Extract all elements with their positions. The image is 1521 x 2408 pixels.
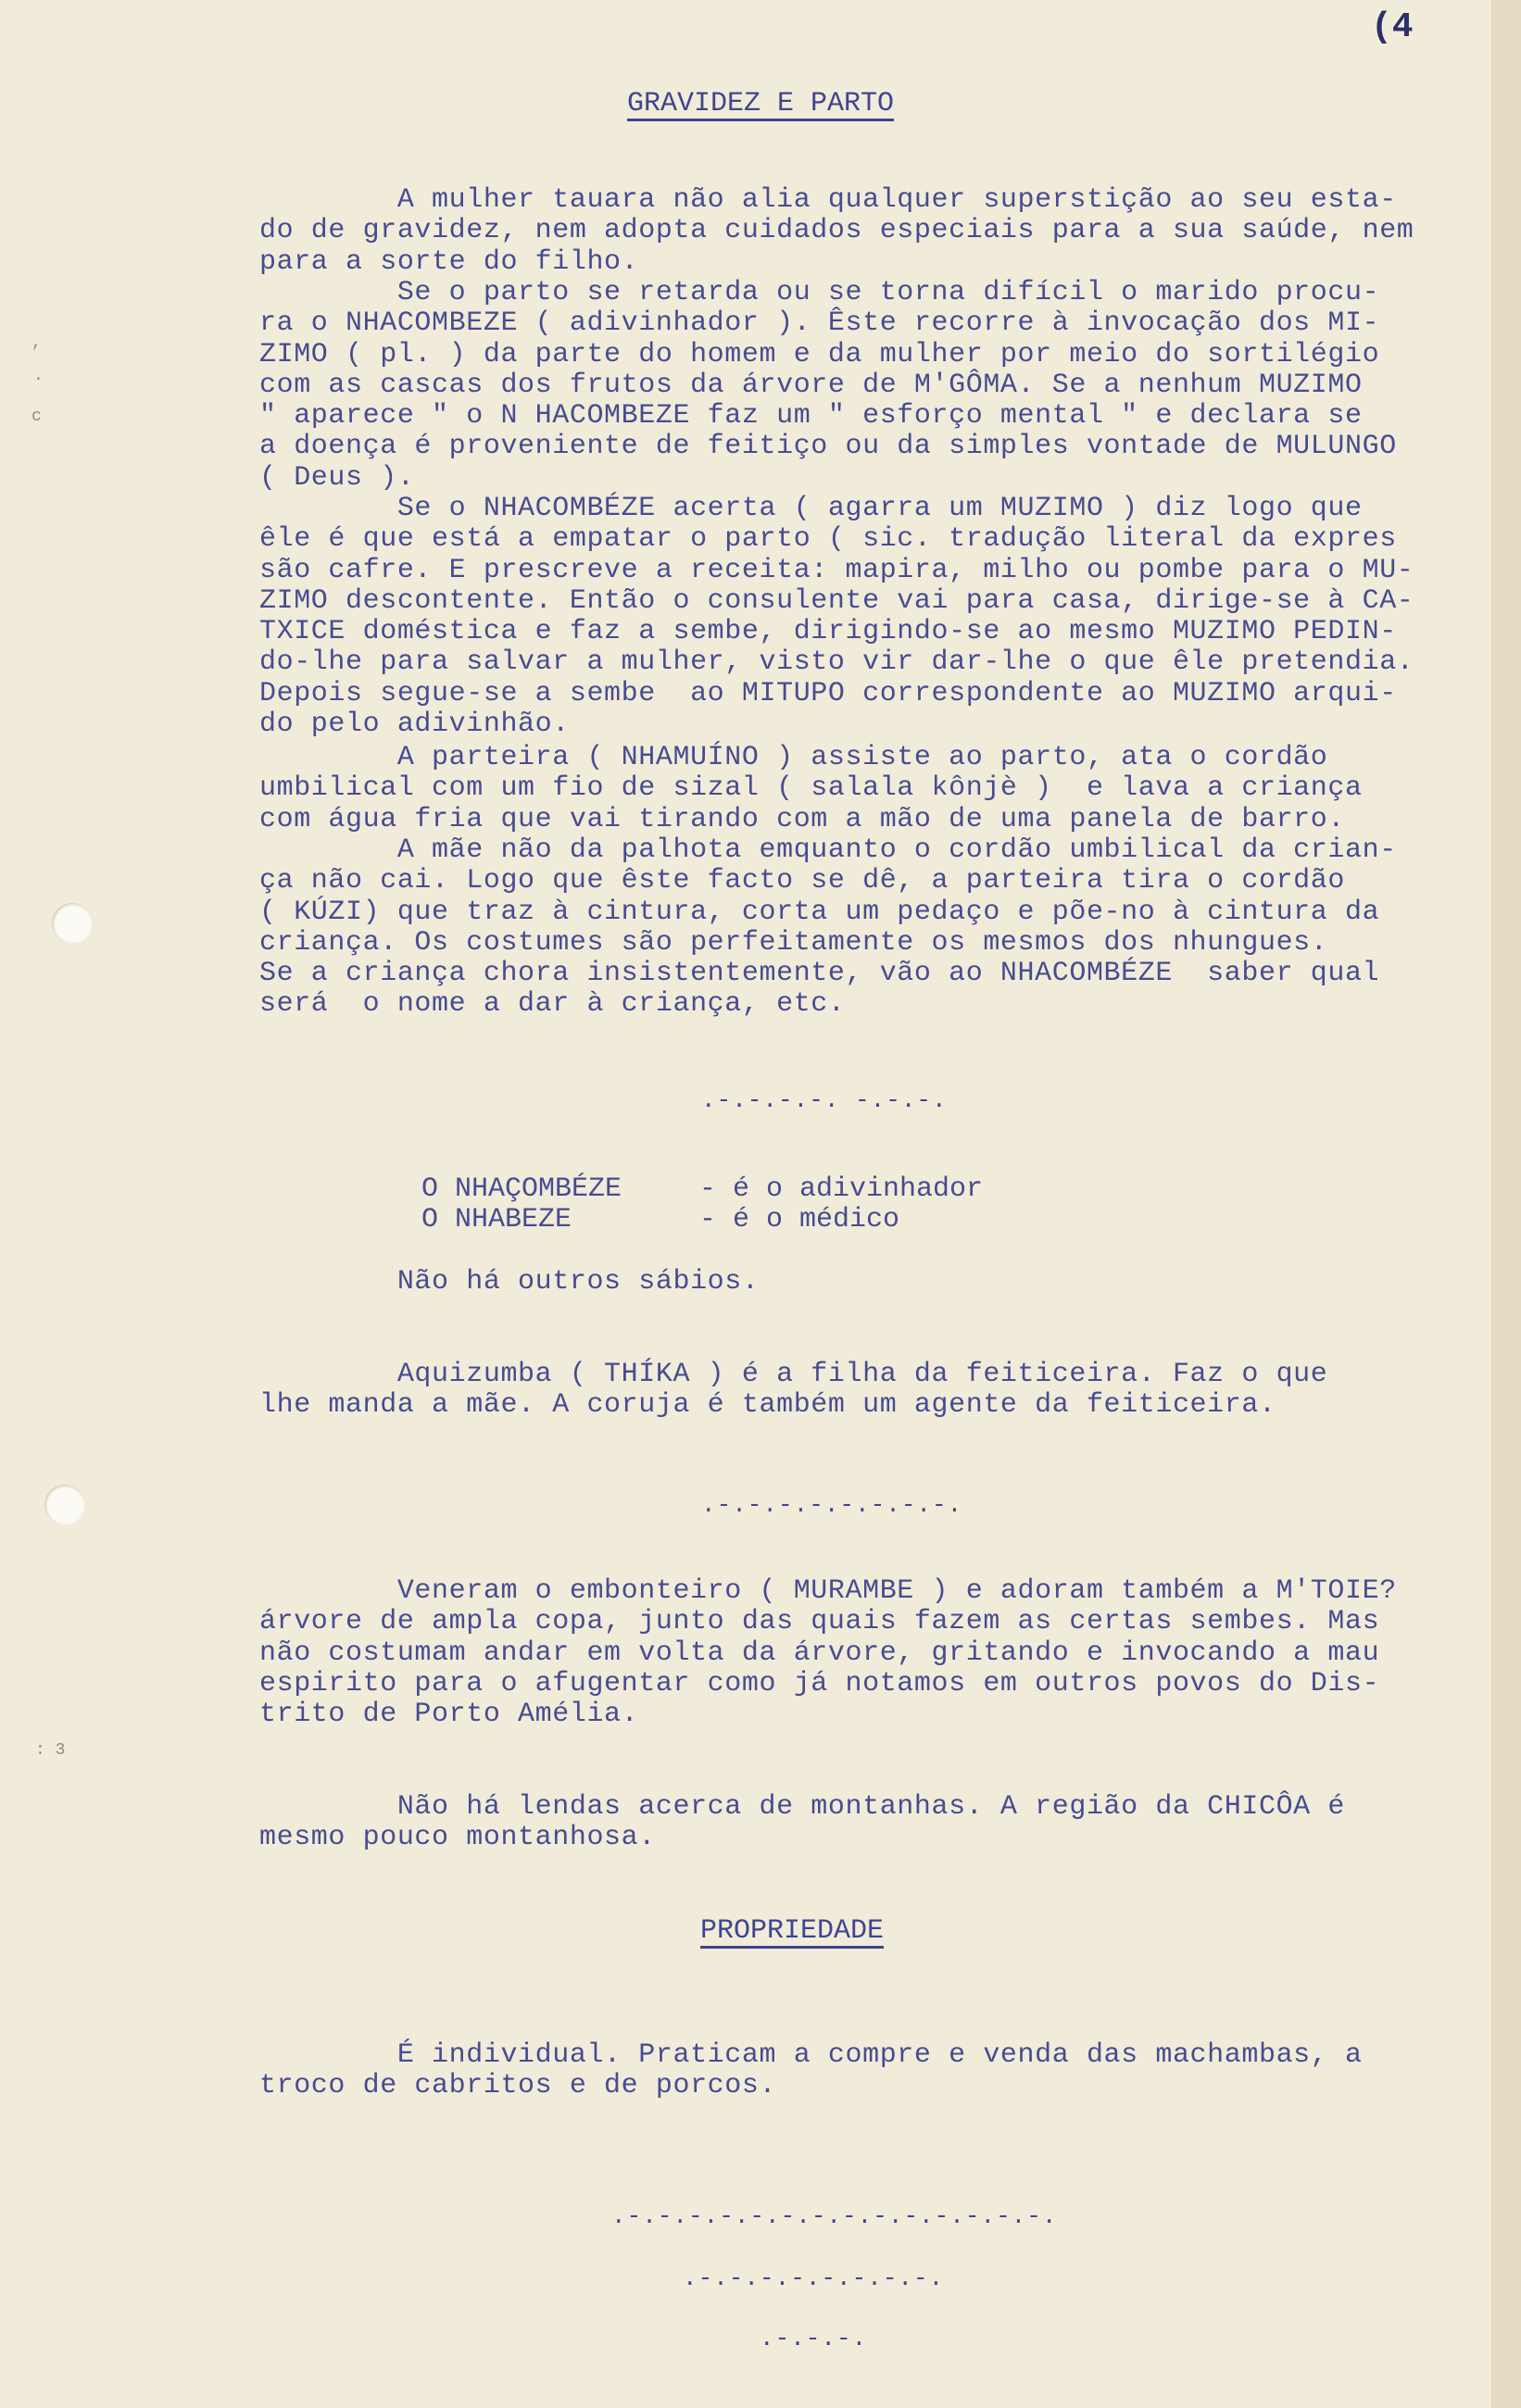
definition-text: - é o adivinhador <box>699 1173 984 1205</box>
margin-mark: : 3 <box>35 1741 66 1760</box>
separator-4: .-.-.-.-.-.-.-.-. <box>683 2264 945 2292</box>
paragraph-nhacombeze: Se o NHACOMBÉZE acerta ( agarra um MUZIMO ) diz logo que êle é que está a empatar o parto ( sic. tradução literal da expres são cafre. E prescreve a receita: mapira, milho ou pombe para o MU- ZIMO descontente. Então o consulente vai para casa, dirige-se à CA- TXICE doméstica e faz a sembe, dirigindo-se ao mesmo MUZIMO PEDIN- do-lhe para salvar a mulher, visto vir dar-lhe o que êle pretendia. Depois segue-se a sembe ao MITUPO correspondente ao MUZIMO arqui- do pelo adivinhão. <box>259 493 1414 741</box>
separator-5: .-.-.-. <box>760 2325 868 2352</box>
paragraph-cordao: A mãe não da palhota emquanto o cordão umbilical da crian- ça não cai. Logo que êste facto se dê, a parteira tira o cordão ( KÚZI) que traz à cintura, corta um pedaço e põe-no à cintura da criança. Os costumes são perfeitamente os mesmos dos nhungues. Se a criança chora insistentemente, vão ao NHACOMBÉZE saber qual será o nome a dar à criança, etc. <box>259 834 1397 1021</box>
paragraph-propriedade: É individual. Praticam a compre e venda das machambas, a troco de cabritos e de porcos. <box>259 2039 1363 2102</box>
margin-mark: c <box>31 408 42 426</box>
paragraph-sabios: Não há outros sábios. <box>259 1266 760 1298</box>
definition-row <box>421 1174 983 1205</box>
paragraph-aquizumba: Aquizumba ( THÍKA ) é a filha da feiticeira. Faz o que lhe manda a mãe. A coruja é também um agente da feiticeira. <box>259 1359 1328 1422</box>
punch-hole-top <box>52 903 93 944</box>
paragraph-gravidez: A mulher tauara não alia qualquer superstição ao seu esta- do de gravidez, nem adopta cuidados especiais para a sua saúde, nem para a sorte do filho. <box>259 184 1414 278</box>
definition-text: - é o médico <box>699 1204 900 1235</box>
paragraph-lendas: Não há lendas acerca de montanhas. A região da CHICÔA é mesmo pouco montanhosa. <box>259 1791 1345 1854</box>
definition-row <box>421 1205 983 1235</box>
punch-hole-bottom <box>44 1485 85 1525</box>
definition-list <box>421 1174 983 1235</box>
page-edge <box>1491 0 1521 2408</box>
section-heading-propriedade: PROPRIEDADE <box>700 1915 885 1947</box>
paragraph-parteira: A parteira ( NHAMUÍNO ) assiste ao parto, ata o cordão umbilical com um fio de sizal ( salala kônjè ) e lava a criança com água fria que vai tirando com a mão de uma panela de barro. <box>259 742 1363 835</box>
margin-mark: , <box>31 333 42 352</box>
margin-mark: · <box>33 370 44 389</box>
definition-term: O NHABEZE <box>421 1204 572 1235</box>
separator-2: .-.-.-.-.-.-.-.-. <box>701 1491 963 1519</box>
paragraph-veneram: Veneram o embonteiro ( MURAMBE ) e adoram também a M'TOIE? árvore de ampla copa, junto das quais fazem as certas sembes. Mas não costumam andar em volta da árvore, gritando e invocando a mau espirito para o afugentar como já notamos em outros povos do Dis- trito de Porto Amélia. <box>259 1575 1397 1731</box>
separator-1: .-.-.-.-. -.-.-. <box>701 1086 948 1114</box>
separator-3: .-.-.-.-.-.-.-.-.-.-.-.-.-.-. <box>611 2202 1058 2230</box>
definition-term: O NHAÇOMBÉZE <box>421 1173 622 1205</box>
paragraph-parto-dificil: Se o parto se retarda ou se torna difícil o marido procu- ra o NHACOMBEZE ( adivinhador ). Êste recorre à invocação dos MI- ZIMO ( pl. ) da parte do homem e da mulher por meio do sortilégio com as cascas dos frutos da árvore de M'GÔMA. Se a nenhum MUZIMO " aparece " o N HACOMBEZE faz um " esforço mental " e declara se a doença é proveniente de feitiço ou da simples vontade de MULUNGO ( Deus ). <box>259 277 1397 494</box>
page-title: GRAVIDEZ E PARTO <box>626 88 895 119</box>
page-number: (4 <box>1371 7 1414 47</box>
